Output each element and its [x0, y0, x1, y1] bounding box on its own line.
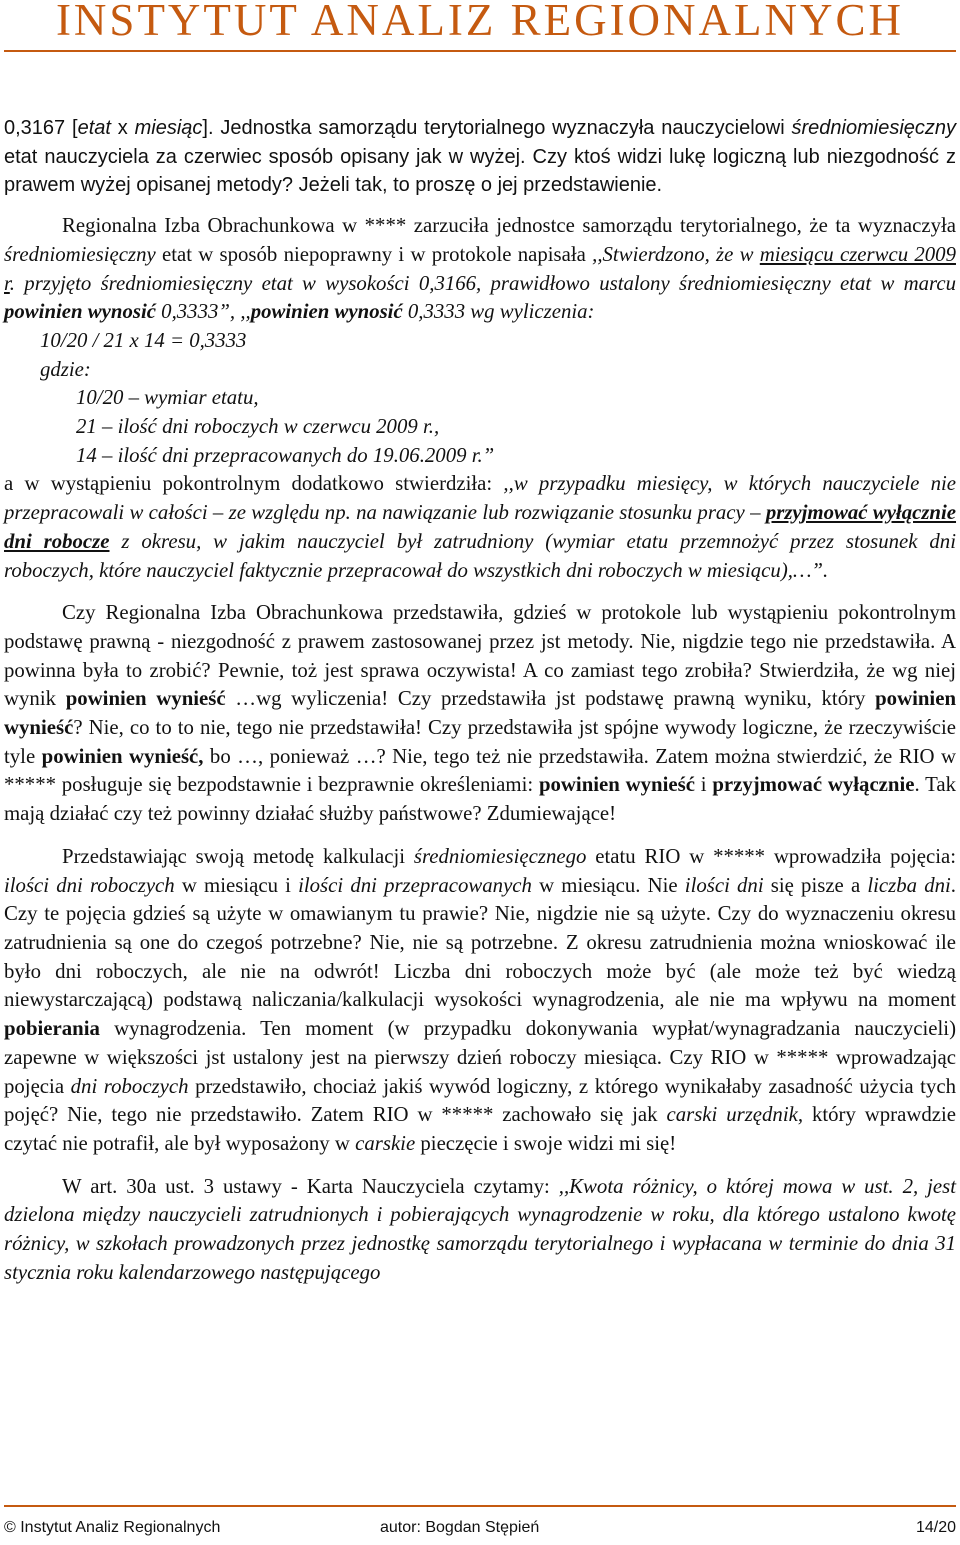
text-run: ilości dni przepracowanych: [298, 873, 532, 897]
header-title: INSTYTUT ANALIZ REGIONALNYCH: [55, 0, 905, 45]
paragraph-gap: [4, 585, 956, 599]
text-run: przyjmować wyłącznie: [712, 773, 915, 797]
text-run: Czy Regionalna Izba Obrachunkowa przedstawiła, gdzieś w protokole lub wystąpieniu pokontrolnym podstawę prawną - niezgodność z prawem zastosowanej przez jst metody. Nie, nigdzie tego nie przedstawiła. A powinna była to zrobić? Pewnie, toż jest sprawa oczywista! A co zamiast tego zrobiła? Stwierdziła, że wg niej wynik: [4, 601, 956, 711]
formula-line: 10/20 – wymiar etatu,: [76, 386, 259, 410]
text-run: średniomiesięczny: [791, 117, 957, 139]
text-run: ]. Jednostka samorządu terytorialnego wyznaczyła nauczycielowi: [202, 117, 792, 139]
text-run: x: [110, 117, 135, 139]
text-run: W art. 30a ust. 3 ustawy - Karta Nauczyciela czytamy:: [62, 1174, 559, 1198]
formula-line: 21 – ilość dni roboczych w czerwcu 2009 r.,: [76, 415, 440, 439]
text-run: powinien wynieść,: [41, 744, 204, 768]
page-header: [0, 0, 960, 86]
formula-line: 10/20 / 21 x 14 = 0,3333: [40, 328, 247, 352]
text-run: etat w sposób niepoprawny i w protokole napisała: [155, 242, 593, 266]
text-run: a w wystąpieniu pokontrolnym dodatkowo stwierdziła:: [4, 472, 504, 496]
formula-line: gdzie:: [40, 357, 91, 381]
formula-block: [4, 327, 956, 471]
paragraph-3: [4, 470, 956, 585]
text-run: miesiąc: [134, 117, 203, 139]
formula-line: 14 – ilość dni przepracowanych do 19.06.2009 r.”: [76, 443, 495, 467]
text-run: powinien wynosić: [250, 300, 403, 324]
text-run: pieczęcie i swoje widzi mi się!: [415, 1131, 677, 1155]
paragraph-4: [4, 599, 956, 829]
text-run: dni roboczych: [70, 1074, 189, 1098]
text-run: . Czy te pojęcia gdzieś są użyte w omawianym tu prawie? Nie, nigdzie nie są użyte. Czy do wyznaczeniu okresu zatrudnienia są one do czegoś potrzebne? Nie, nie są potrzebne. Z okresu zatrudnienia można wnioskować ile było dni roboczych, ale nie na odwrót! Liczba dni roboczych może być (ale może też być wiedzą niewystarczającą) podstawą naliczania/kalkulacji wysokości wynagrodzenia, ale nie ma wpływu na moment: [4, 873, 956, 1012]
text-run: …wg wyliczenia! Czy przedstawiła jst podstawę prawną wyniku, który: [225, 687, 876, 711]
text-run: powinien wynieść: [538, 773, 695, 797]
paragraph-gap: [4, 829, 956, 843]
text-run: etat: [77, 117, 111, 139]
text-run: bo …, ponieważ …? Nie, tego też nie przedstawiła. Zatem można stwierdzić, że RIO w ***** posługuje się bezpodstawnie i bezprawnie określeniami:: [4, 744, 956, 797]
text-run: wynagrodzenia. Ten moment (w przypadku dokonywania wypłat/wynagradzania nauczycieli) zapewne w większości jst ustalony jest na pierwszy dzień roboczy miesiąca. Czy RIO w ***** wprowadzając pojęcia: [4, 1017, 956, 1098]
text-run: powinien wynosić: [4, 300, 156, 324]
text-run: miesiącu czerwcu 2009 r: [4, 242, 956, 295]
text-run: Przedstawiając swoją metodę kalkulacji: [62, 844, 414, 868]
text-run: carskie: [355, 1131, 416, 1155]
text-run: liczba dni: [867, 873, 951, 897]
text-run: ilości dni roboczych: [4, 873, 175, 897]
text-run: ,,Kwota różnicy, o której mowa w ust. 2, jest dzielona między nauczycieli zatrudnionych i pobierających wynagrodzenie w roku, dla którego ustalono kwotę różnicy, w szkołach prowadzonych przez jednostkę samorządu terytorialnego i wypłacana w terminie do dnia 31 stycznia roku kalendarzowego następującego: [4, 1174, 956, 1284]
text-run: ilości dni: [684, 873, 764, 897]
paragraph-1: [4, 114, 956, 200]
text-run: ? Nie, co to to nie, tego nie przedstawiła! Czy przedstawiła jst spójne wywody logiczne, że rzeczywiście tyle: [4, 716, 956, 768]
text-run: ,,w przypadku miesięcy, w których nauczyciele nie przepracowali w całości – ze względu np. na nawiązanie lub rozwiązanie stosunku pracy –: [4, 472, 956, 525]
text-run: z okresu, w jakim nauczyciel był zatrudniony (wymiar etatu przemnożyć przez stosunek dni roboczych, które nauczyciel faktycznie przepracował do wszystkich dni roboczych w miesiącu),…”.: [4, 529, 956, 582]
document-body: [4, 114, 956, 1287]
text-run: pobierania: [4, 1017, 100, 1041]
footer-divider: [4, 1505, 956, 1507]
text-run: . Tak mają działać czy też powinny działać służby państwowe? Zdumiewające!: [4, 773, 956, 826]
text-run: powinien wynieść: [65, 687, 226, 711]
text-run: Regionalna Izba Obrachunkowa w **** zarzuciła jednostce samorządu terytorialnego, że ta wyznaczyła: [62, 214, 956, 238]
page-number: 14/20: [915, 1519, 956, 1536]
text-run: i: [694, 773, 713, 797]
text-run: w miesiącu. Nie: [531, 873, 685, 897]
paragraph-6: [4, 1173, 956, 1288]
text-run: 0,3333 wg wyliczenia:: [402, 300, 595, 324]
text-run: . przyjęto średniomiesięczny etat w wysokości 0,3166, prawidłowo ustalony średniomiesięczny etat w marcu: [9, 271, 956, 295]
text-run: etat nauczyciela za czerwiec sposób opisany jak w wyżej. Czy ktoś widzi lukę logiczną lub niezgodność z prawem wyżej opisanej metody? Jeżeli tak, to proszę o jej przedstawienie.: [4, 145, 956, 197]
text-run: 0,3333”, ,,: [155, 300, 251, 324]
header-divider: [4, 50, 956, 52]
text-run: który wprawdzie czytać nie potrafił, ale był wyposażony w: [4, 1103, 956, 1155]
text-run: ,,Stwierdzono, że w: [592, 242, 760, 266]
text-run: przedstawiło, chociaż jakiś wywód logiczny, z którego wynikałaby zasadność użycia tych pojęć? Nie, tego nie przedstawiło. Zatem RIO w ***** zachowało się jak: [4, 1074, 956, 1127]
footer-author: autor: Bogdan Stępień: [380, 1519, 540, 1536]
text-run: przyjmować wyłącznie dni robocze: [4, 501, 957, 553]
paragraph-2: [4, 212, 956, 327]
footer-copyright: © Instytut Analiz Regionalnych: [4, 1519, 221, 1536]
paragraph-5: [4, 843, 956, 1159]
text-run: średniomiesięczny: [4, 242, 156, 266]
text-run: etatu RIO w ***** wprowadziła pojęcia:: [586, 844, 957, 868]
text-run: powinien wynieść: [4, 687, 957, 740]
text-run: średniomiesięcznego: [413, 844, 587, 868]
text-run: 0,3167 [: [4, 117, 78, 139]
text-run: się pisze a: [763, 873, 868, 897]
text-run: carski urzędnik,: [666, 1103, 804, 1127]
text-run: w miesiącu i: [174, 873, 299, 897]
paragraph-gap: [4, 1159, 956, 1173]
